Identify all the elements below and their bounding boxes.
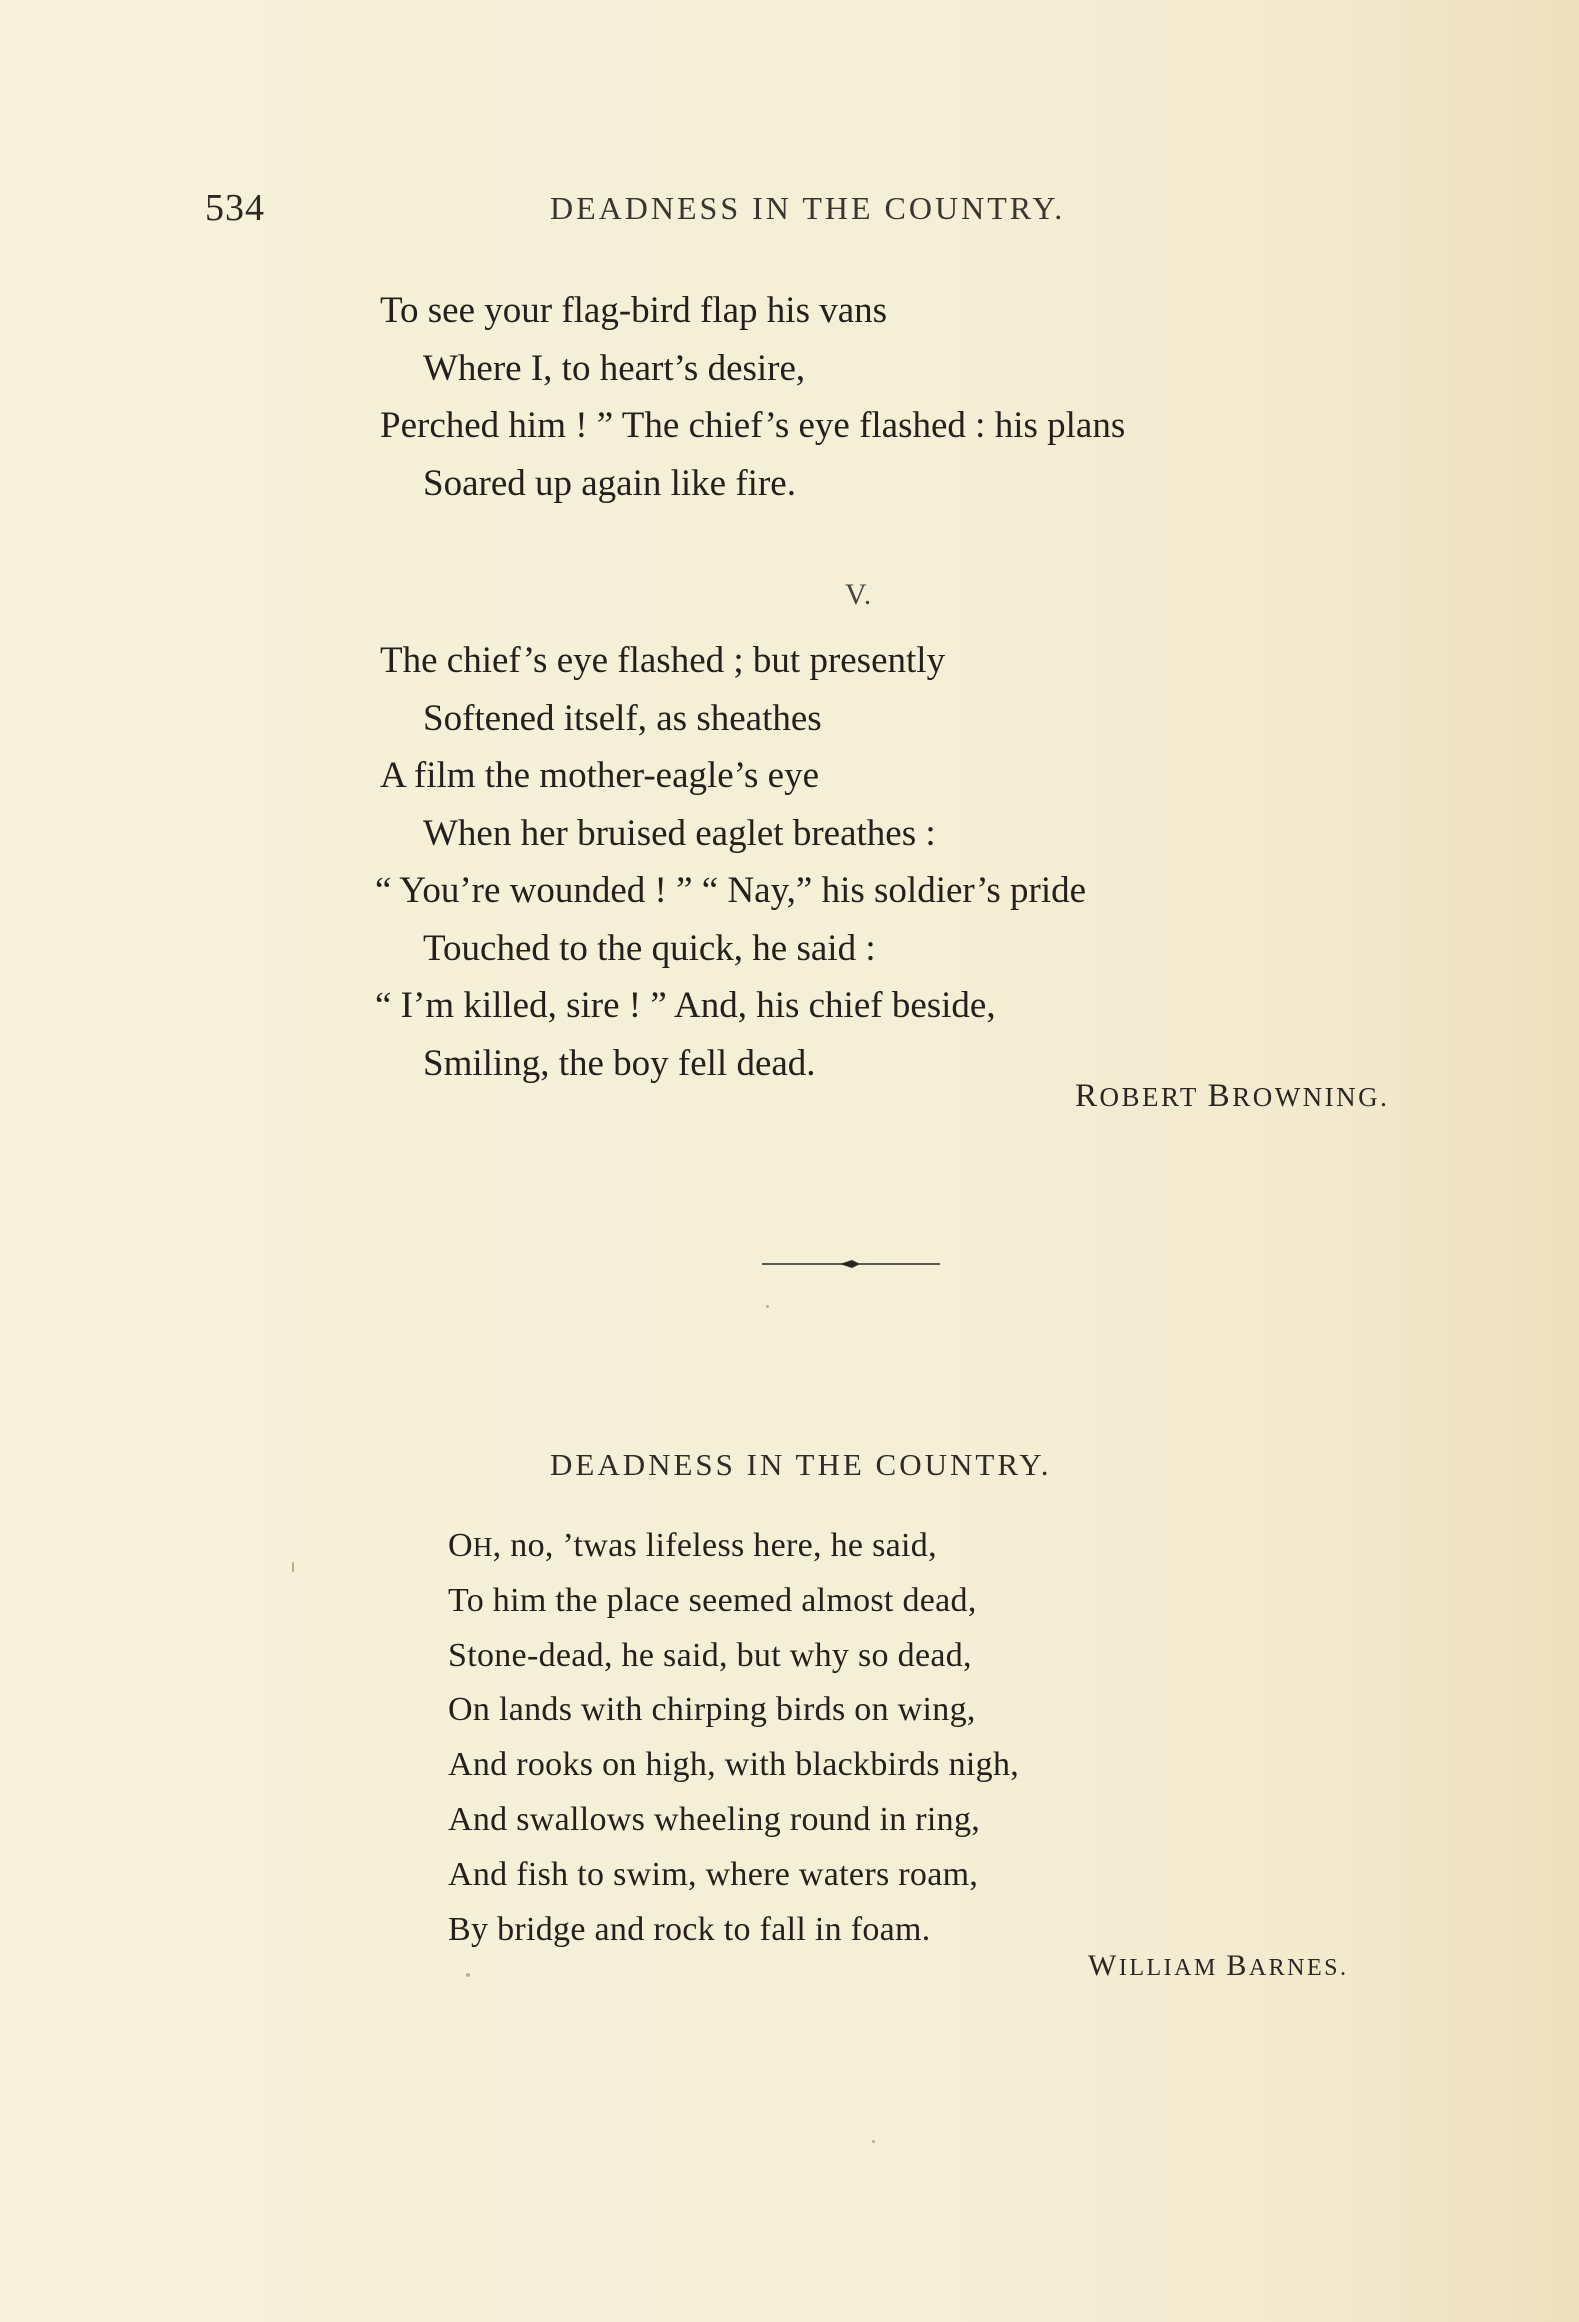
paper-speck [466, 1973, 470, 1977]
author-attribution [1088, 1949, 1349, 1983]
poem-line: And swallows wheeling round in ring, [448, 1800, 981, 1838]
poem-line: Perched him ! ” The chief’s eye flashed : his plans [380, 405, 1126, 446]
author-name-part: OBERT [1099, 1082, 1199, 1112]
poem-line: When her bruised eaglet breathes : [423, 812, 936, 854]
poem-line: On lands with chirping birds on wing, [448, 1691, 976, 1729]
page-header [205, 180, 1140, 240]
poem-line: The chief’s eye flashed ; but presently [380, 640, 946, 681]
poem-line: “ I’m killed, sire ! ” And, his chief beside, [375, 985, 996, 1026]
author-initial: R [1075, 1078, 1100, 1114]
page-number: 534 [205, 187, 265, 229]
author-attribution [1075, 1078, 1389, 1115]
poem-title: DEADNESS IN THE COUNTRY. [550, 1447, 1052, 1482]
poem-line: Where I, to heart’s desire, [423, 347, 806, 389]
author-initial: B [1226, 1949, 1249, 1982]
poem-deadness [448, 1519, 1019, 1957]
author-name-part: ROWNING. [1232, 1082, 1390, 1112]
running-title: DEADNESS IN THE COUNTRY. [550, 190, 1066, 226]
poem-line [448, 1519, 1019, 1574]
poem-line: Smiling, the boy fell dead. [423, 1042, 816, 1084]
author-name-part: ILLIAM [1118, 1955, 1218, 1981]
poem-line: Touched to the quick, he said : [423, 927, 876, 969]
author-initial: W [1088, 1949, 1119, 1982]
poem-line: Soared up again like fire. [423, 462, 796, 504]
poem-line: Softened itself, as sheathes [423, 697, 822, 739]
poem-line: To him the place seemed almost dead, [448, 1581, 977, 1619]
poem-stanza-end [380, 282, 1125, 512]
paper-speck [292, 1562, 294, 1572]
poem-line: “ You’re wounded ! ” “ Nay,” his soldier’s pride [375, 870, 1087, 911]
poem-line: To see your flag-bird flap his vans [380, 290, 888, 331]
paper-speck [872, 2140, 875, 2143]
poem-line: A film the mother-eagle’s eye [380, 755, 819, 796]
author-name-part: ARNES. [1248, 1955, 1349, 1981]
divider-ornament [762, 1257, 940, 1271]
initial-word-small-cap: H [472, 1532, 493, 1562]
poem-line: And rooks on high, with blackbirds nigh, [448, 1746, 1020, 1784]
poem-line: By bridge and rock to fall in foam. [448, 1910, 931, 1948]
poem-stanza-v [375, 632, 1087, 1092]
paper-speck [766, 1305, 769, 1308]
author-initial: B [1207, 1078, 1233, 1114]
poem-line: And fish to swim, where waters roam, [448, 1855, 979, 1893]
section-number: V. [845, 578, 873, 611]
poem-line: Stone-dead, he said, but why so dead, [448, 1636, 972, 1674]
initial-word-cap: O [448, 1527, 473, 1564]
first-line-text: , no, ’twas lifeless here, he said, [492, 1527, 937, 1564]
